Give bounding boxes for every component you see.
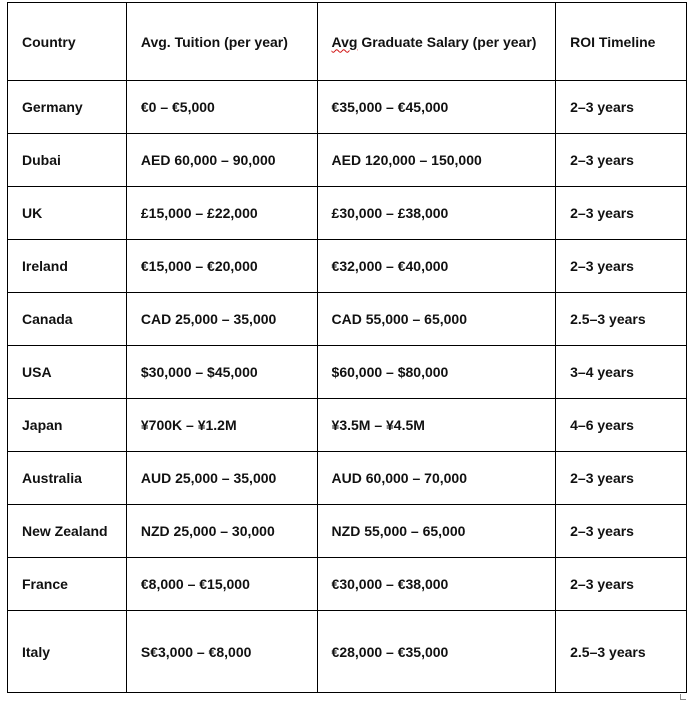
cell-roi: 2–3 years <box>556 505 687 558</box>
table-row <box>8 558 687 611</box>
cell-roi: 2.5–3 years <box>556 293 687 346</box>
table-row <box>8 452 687 505</box>
cell-roi: 2–3 years <box>556 134 687 187</box>
table-row <box>8 346 687 399</box>
cell-roi: 2–3 years <box>556 240 687 293</box>
cell-country: Ireland <box>8 240 127 293</box>
cell-country: USA <box>8 346 127 399</box>
roi-comparison-table <box>7 2 687 693</box>
header-avg-tuition: Avg. Tuition (per year) <box>126 3 317 81</box>
spellcheck-flagged-word[interactable]: Avg <box>331 33 358 50</box>
table-row <box>8 81 687 134</box>
cell-tuition: €0 – €5,000 <box>126 81 317 134</box>
cell-tuition: €8,000 – €15,000 <box>126 558 317 611</box>
table-row <box>8 293 687 346</box>
table-row <box>8 240 687 293</box>
paragraph-end-marker <box>680 694 686 700</box>
cell-country: France <box>8 558 127 611</box>
table-row <box>8 505 687 558</box>
cell-salary: ¥3.5M – ¥4.5M <box>317 399 556 452</box>
cell-salary: AED 120,000 – 150,000 <box>317 134 556 187</box>
table-row <box>8 611 687 693</box>
cell-tuition: $30,000 – $45,000 <box>126 346 317 399</box>
cell-salary: €28,000 – €35,000 <box>317 611 556 693</box>
cell-country: Germany <box>8 81 127 134</box>
cell-tuition: CAD 25,000 – 35,000 <box>126 293 317 346</box>
cell-tuition: £15,000 – £22,000 <box>126 187 317 240</box>
cell-salary: €30,000 – €38,000 <box>317 558 556 611</box>
cell-roi: 4–6 years <box>556 399 687 452</box>
cell-country: Australia <box>8 452 127 505</box>
cell-country: Italy <box>8 611 127 693</box>
cell-country: Canada <box>8 293 127 346</box>
table-row <box>8 134 687 187</box>
header-salary-text: Graduate Salary (per year) <box>357 33 537 50</box>
cell-tuition: ¥700K – ¥1.2M <box>126 399 317 452</box>
cell-roi: 3–4 years <box>556 346 687 399</box>
cell-salary: NZD 55,000 – 65,000 <box>317 505 556 558</box>
table-row <box>8 399 687 452</box>
cell-tuition: €15,000 – €20,000 <box>126 240 317 293</box>
header-roi-timeline: ROI Timeline <box>556 3 687 81</box>
cell-tuition: AUD 25,000 – 35,000 <box>126 452 317 505</box>
cell-roi: 2.5–3 years <box>556 611 687 693</box>
cell-salary: $60,000 – $80,000 <box>317 346 556 399</box>
header-avg-graduate-salary <box>317 3 556 81</box>
table-row <box>8 187 687 240</box>
cell-roi: 2–3 years <box>556 81 687 134</box>
cell-tuition: NZD 25,000 – 30,000 <box>126 505 317 558</box>
cell-salary: £30,000 – £38,000 <box>317 187 556 240</box>
cell-salary: €32,000 – €40,000 <box>317 240 556 293</box>
cell-roi: 2–3 years <box>556 187 687 240</box>
cell-roi: 2–3 years <box>556 452 687 505</box>
cell-tuition: AED 60,000 – 90,000 <box>126 134 317 187</box>
table-header-row <box>8 3 687 81</box>
cell-roi: 2–3 years <box>556 558 687 611</box>
cell-country: UK <box>8 187 127 240</box>
cell-salary: €35,000 – €45,000 <box>317 81 556 134</box>
cell-salary: CAD 55,000 – 65,000 <box>317 293 556 346</box>
cell-country: Dubai <box>8 134 127 187</box>
cell-country: New Zealand <box>8 505 127 558</box>
cell-country: Japan <box>8 399 127 452</box>
cell-tuition: S€3,000 – €8,000 <box>126 611 317 693</box>
cell-salary: AUD 60,000 – 70,000 <box>317 452 556 505</box>
header-country: Country <box>8 3 127 81</box>
